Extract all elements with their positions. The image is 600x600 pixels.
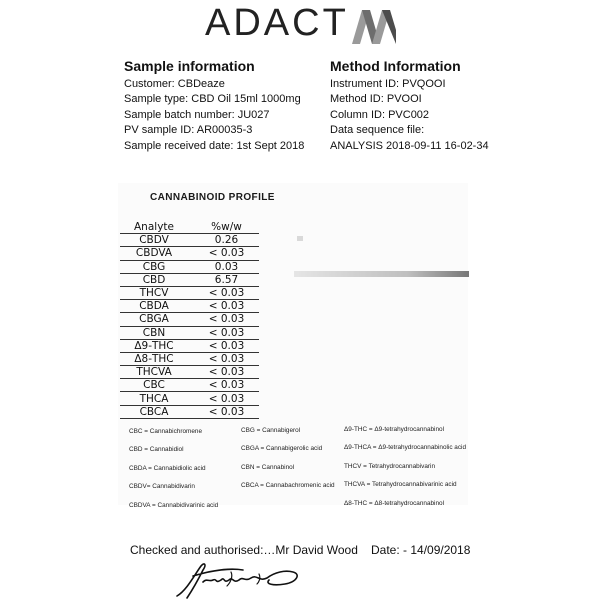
- table-row: [120, 392, 259, 405]
- table-row: [120, 339, 259, 352]
- table-row: [120, 313, 259, 326]
- table-row: [120, 326, 259, 339]
- scan-artifact: [297, 236, 303, 241]
- legend-item: Δ9-THCA = Δ9-tetrahydrocannabinolic acid: [344, 444, 467, 452]
- pv-sample-id: PV sample ID: AR00035-3: [124, 124, 253, 137]
- analyte-cell: CBC: [120, 379, 194, 392]
- table-row: [120, 366, 259, 379]
- percent-cell: < 0.03: [194, 286, 259, 299]
- percent-cell: < 0.03: [194, 339, 259, 352]
- legend-item: CBDVA = Cannabidivarinic acid: [129, 501, 219, 509]
- sample-batch-number: Sample batch number: JU027: [124, 108, 270, 121]
- legend-column-1: [129, 428, 218, 520]
- column-header-analyte: Analyte: [120, 221, 194, 234]
- table-row: [120, 234, 259, 247]
- sample-type: Sample type: CBD Oil 15ml 1000mg: [124, 93, 301, 106]
- cannabinoid-profile-title: CANNABINOID PROFILE: [150, 192, 275, 203]
- table-row: [120, 405, 259, 418]
- table-header-row: [120, 221, 259, 234]
- legend-column-3: [344, 426, 466, 518]
- authorisation-date: Date: - 14/09/2018: [371, 543, 471, 557]
- sample-customer: Customer: CBDeaze: [124, 78, 225, 90]
- table-row: [120, 273, 259, 286]
- percent-cell: < 0.03: [194, 300, 259, 313]
- legend-item: CBDA = Cannabidiolic acid: [129, 464, 206, 472]
- analyte-cell: CBGA: [120, 313, 194, 326]
- percent-cell: < 0.03: [194, 326, 259, 339]
- percent-cell: < 0.03: [194, 405, 259, 418]
- legend-item: Δ9-THC = Δ9-tetrahydrocannabinol: [344, 426, 445, 433]
- scan-fade-bar: [294, 271, 469, 277]
- legend-item: CBG = Cannabigerol: [241, 427, 301, 434]
- legend-item: CBCA = Cannabachromenic acid: [241, 482, 335, 490]
- analyte-cell: CBD: [120, 273, 194, 286]
- analyte-cell: CBG: [120, 260, 194, 273]
- handwritten-signature-icon: [173, 560, 305, 600]
- checked-and-authorised: Checked and authorised:…Mr David Wood: [130, 543, 358, 557]
- legend-item: CBGA = Cannabigerolic acid: [241, 445, 323, 453]
- sample-information-block: [124, 58, 324, 154]
- table-row: [120, 247, 259, 260]
- analyte-cell: Δ9-THC: [120, 339, 194, 352]
- data-sequence-file-value: ANALYSIS 2018-09-11 16-02-34: [330, 139, 489, 152]
- table-row: [120, 379, 259, 392]
- method-information-block: [330, 58, 550, 154]
- analyte-cell: CBN: [120, 326, 194, 339]
- data-sequence-file-label: Data sequence file:: [330, 124, 425, 137]
- percent-cell: < 0.03: [194, 366, 259, 379]
- instrument-id: Instrument ID: PVQOOI: [330, 78, 446, 90]
- column-id: Column ID: PVC002: [330, 108, 430, 121]
- analyte-cell: THCV: [120, 286, 194, 299]
- percent-cell: < 0.03: [194, 379, 259, 392]
- table-row: [120, 300, 259, 313]
- analyte-cell: CBDV: [120, 234, 194, 247]
- table-row: [120, 286, 259, 299]
- legend-item: Δ8-THC = Δ8-tetrahydrocannabinol: [344, 499, 445, 507]
- percent-cell: 6.57: [194, 273, 259, 286]
- percent-cell: < 0.03: [194, 392, 259, 405]
- analyte-cell: THCVA: [120, 366, 194, 379]
- adact-zigzag-logo-icon: [352, 10, 396, 44]
- legend-item: CBN = Cannabinol: [241, 463, 295, 471]
- percent-cell: < 0.03: [194, 313, 259, 326]
- legend-item: CBD = Cannabidiol: [129, 446, 184, 454]
- analyte-cell: THCA: [120, 392, 194, 405]
- percent-cell: < 0.03: [194, 247, 259, 260]
- legend-item: THCV = Tetrahydrocannabivarin: [344, 462, 435, 470]
- analyte-cell: CBDA: [120, 300, 194, 313]
- analyte-cell: CBDVA: [120, 247, 194, 260]
- column-header-percent: %w/w: [194, 221, 259, 234]
- legend-item: CBDV= Cannabidivarin: [129, 483, 195, 491]
- method-information-heading: Method Information: [330, 58, 461, 74]
- percent-cell: 0.03: [194, 260, 259, 273]
- cannabinoid-table: [120, 221, 259, 419]
- sample-information-heading: Sample information: [124, 58, 255, 74]
- logo-text: ADACT: [205, 2, 349, 44]
- analyte-cell: CBCA: [120, 405, 194, 418]
- percent-cell: < 0.03: [194, 352, 259, 365]
- legend-item: THCVA = Tetrahydrocannabivarinic acid: [344, 481, 457, 489]
- table-row: [120, 260, 259, 273]
- legend-item: CBC = Cannabichromene: [129, 428, 202, 435]
- percent-cell: 0.26: [194, 234, 259, 247]
- sample-received-date: Sample received date: 1st Sept 2018: [124, 139, 305, 152]
- analyte-cell: Δ8-THC: [120, 352, 194, 365]
- table-row: [120, 352, 259, 365]
- method-id: Method ID: PVOOI: [330, 93, 422, 106]
- legend-column-2: [241, 427, 335, 501]
